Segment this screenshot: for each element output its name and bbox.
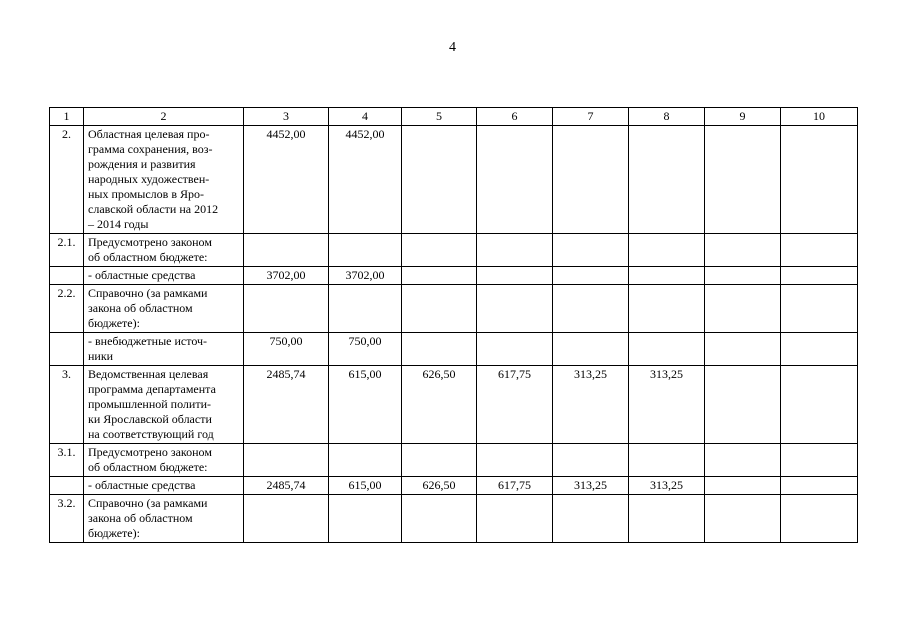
- table-row: [50, 267, 858, 285]
- header-cell: 8: [629, 108, 705, 126]
- value-cell-col-10: [781, 126, 858, 234]
- value-cell-col-5: [402, 285, 477, 333]
- row-number-cell: 2.1.: [50, 234, 84, 267]
- row-name-line: программа департамента: [88, 382, 216, 396]
- value-cell-col-5: [402, 234, 477, 267]
- row-name-line: об областном бюджете:: [88, 250, 208, 264]
- row-name-line: - внебюджетные источ-: [88, 334, 208, 348]
- row-name-cell: [84, 444, 244, 477]
- budget-table: [49, 107, 858, 543]
- row-name-line: ники: [88, 349, 114, 363]
- row-name-cell: [84, 267, 244, 285]
- value-cell-col-6: [477, 267, 553, 285]
- value-cell-col-8: 313,25: [629, 366, 705, 444]
- value-cell-col-8: [629, 333, 705, 366]
- value-cell-col-9: [705, 366, 781, 444]
- value-cell-col-3: [244, 444, 329, 477]
- value-cell-col-7: [553, 444, 629, 477]
- value-cell-col-5: [402, 495, 477, 543]
- value-cell-col-10: [781, 234, 858, 267]
- value-cell-col-6: [477, 126, 553, 234]
- value-cell-col-6: [477, 285, 553, 333]
- table-row: [50, 495, 858, 543]
- header-cell: 7: [553, 108, 629, 126]
- value-cell-col-5: [402, 126, 477, 234]
- value-cell-col-10: [781, 444, 858, 477]
- row-name-line: – 2014 годы: [88, 217, 149, 231]
- header-cell: 2: [84, 108, 244, 126]
- row-name-cell: [84, 285, 244, 333]
- value-cell-col-7: [553, 285, 629, 333]
- value-cell-col-9: [705, 477, 781, 495]
- row-name-cell: [84, 366, 244, 444]
- value-cell-col-10: [781, 495, 858, 543]
- value-cell-col-8: [629, 267, 705, 285]
- row-name-line: славской области на 2012: [88, 202, 219, 216]
- value-cell-col-6: 617,75: [477, 477, 553, 495]
- row-name-line: Справочно (за рамками: [88, 496, 208, 510]
- value-cell-col-10: [781, 477, 858, 495]
- value-cell-col-7: [553, 495, 629, 543]
- value-cell-col-10: [781, 366, 858, 444]
- row-number-cell: [50, 477, 84, 495]
- value-cell-col-7: 313,25: [553, 477, 629, 495]
- value-cell-col-9: [705, 234, 781, 267]
- value-cell-col-3: 3702,00: [244, 267, 329, 285]
- row-name-line: ки Ярославской области: [88, 412, 212, 426]
- row-name-cell: [84, 495, 244, 543]
- value-cell-col-4: 4452,00: [329, 126, 402, 234]
- value-cell-col-6: [477, 444, 553, 477]
- value-cell-col-5: 626,50: [402, 366, 477, 444]
- value-cell-col-10: [781, 333, 858, 366]
- table-row: [50, 366, 858, 444]
- value-cell-col-4: [329, 444, 402, 477]
- row-number-cell: 2.: [50, 126, 84, 234]
- row-name-line: бюджете):: [88, 526, 140, 540]
- table-row: [50, 444, 858, 477]
- value-cell-col-3: [244, 495, 329, 543]
- value-cell-col-9: [705, 495, 781, 543]
- header-cell: 1: [50, 108, 84, 126]
- value-cell-col-10: [781, 285, 858, 333]
- value-cell-col-9: [705, 444, 781, 477]
- row-number-cell: 3.: [50, 366, 84, 444]
- value-cell-col-8: [629, 234, 705, 267]
- row-name-line: бюджете):: [88, 316, 140, 330]
- row-name-line: закона об областном: [88, 301, 193, 315]
- row-number-cell: 2.2.: [50, 285, 84, 333]
- row-name-line: закона об областном: [88, 511, 193, 525]
- row-name-line: ных промыслов в Яро-: [88, 187, 204, 201]
- header-cell: 5: [402, 108, 477, 126]
- row-name-line: Справочно (за рамками: [88, 286, 208, 300]
- value-cell-col-7: [553, 333, 629, 366]
- table-row: [50, 333, 858, 366]
- table-row: [50, 126, 858, 234]
- value-cell-col-3: 750,00: [244, 333, 329, 366]
- value-cell-col-9: [705, 333, 781, 366]
- row-name-cell: [84, 234, 244, 267]
- value-cell-col-6: [477, 333, 553, 366]
- row-name-cell: [84, 333, 244, 366]
- row-name-line: - областные средства: [88, 478, 196, 492]
- value-cell-col-5: [402, 267, 477, 285]
- row-number-cell: 3.1.: [50, 444, 84, 477]
- value-cell-col-5: [402, 333, 477, 366]
- value-cell-col-4: 615,00: [329, 366, 402, 444]
- value-cell-col-4: [329, 495, 402, 543]
- header-cell: 6: [477, 108, 553, 126]
- header-cell: 4: [329, 108, 402, 126]
- value-cell-col-3: 2485,74: [244, 477, 329, 495]
- value-cell-col-7: [553, 126, 629, 234]
- value-cell-col-7: [553, 267, 629, 285]
- value-cell-col-3: 2485,74: [244, 366, 329, 444]
- value-cell-col-4: 750,00: [329, 333, 402, 366]
- value-cell-col-5: [402, 444, 477, 477]
- row-name-line: Ведомственная целевая: [88, 367, 209, 381]
- page-number: 4: [449, 40, 456, 55]
- value-cell-col-7: [553, 234, 629, 267]
- value-cell-col-4: [329, 285, 402, 333]
- row-name-line: народных художествен-: [88, 172, 210, 186]
- value-cell-col-8: [629, 444, 705, 477]
- value-cell-col-9: [705, 267, 781, 285]
- value-cell-col-4: 3702,00: [329, 267, 402, 285]
- value-cell-col-8: [629, 495, 705, 543]
- value-cell-col-6: [477, 495, 553, 543]
- value-cell-col-6: 617,75: [477, 366, 553, 444]
- row-name-cell: [84, 126, 244, 234]
- header-cell: 9: [705, 108, 781, 126]
- value-cell-col-10: [781, 267, 858, 285]
- row-name-line: Предусмотрено законом: [88, 235, 212, 249]
- row-number-cell: 3.2.: [50, 495, 84, 543]
- row-name-line: Предусмотрено законом: [88, 445, 212, 459]
- row-name-line: на соответствующий год: [88, 427, 214, 441]
- value-cell-col-9: [705, 126, 781, 234]
- table-body: [50, 108, 858, 543]
- row-name-cell: [84, 477, 244, 495]
- value-cell-col-8: 313,25: [629, 477, 705, 495]
- row-name-line: - областные средства: [88, 268, 196, 282]
- value-cell-col-5: 626,50: [402, 477, 477, 495]
- header-cell: 3: [244, 108, 329, 126]
- header-row: [50, 108, 858, 126]
- value-cell-col-8: [629, 126, 705, 234]
- value-cell-col-3: [244, 234, 329, 267]
- row-number-cell: [50, 333, 84, 366]
- row-name-line: Областная целевая про-: [88, 127, 210, 141]
- header-cell: 10: [781, 108, 858, 126]
- value-cell-col-7: 313,25: [553, 366, 629, 444]
- row-name-line: промышленной полити-: [88, 397, 212, 411]
- value-cell-col-8: [629, 285, 705, 333]
- row-name-line: рождения и развития: [88, 157, 196, 171]
- table-row: [50, 285, 858, 333]
- value-cell-col-6: [477, 234, 553, 267]
- value-cell-col-3: 4452,00: [244, 126, 329, 234]
- value-cell-col-4: 615,00: [329, 477, 402, 495]
- row-name-line: грамма сохранения, воз-: [88, 142, 213, 156]
- value-cell-col-4: [329, 234, 402, 267]
- table-row: [50, 234, 858, 267]
- value-cell-col-9: [705, 285, 781, 333]
- row-name-line: об областном бюджете:: [88, 460, 208, 474]
- value-cell-col-3: [244, 285, 329, 333]
- table-row: [50, 477, 858, 495]
- row-number-cell: [50, 267, 84, 285]
